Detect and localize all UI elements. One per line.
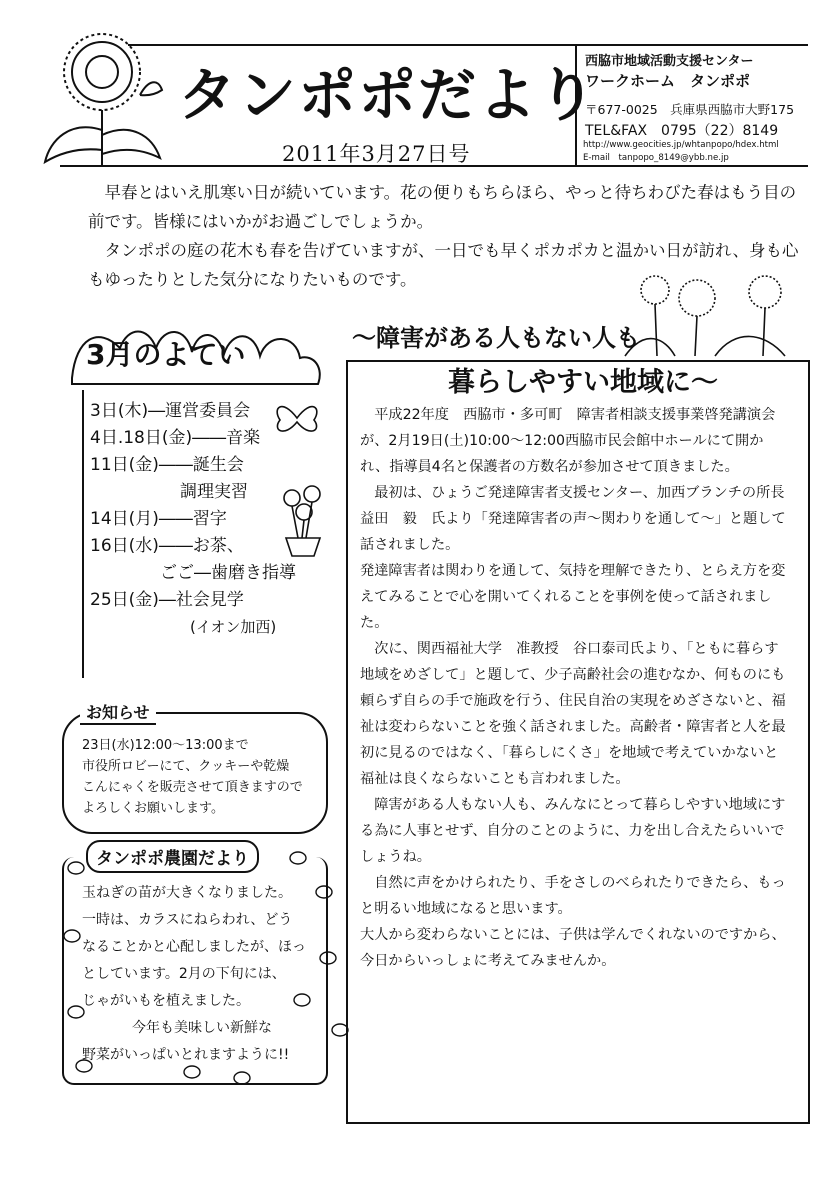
farm-line: 今年も美味しい新鮮な bbox=[132, 1020, 272, 1036]
schedule-item: (イオン加西) bbox=[190, 618, 277, 636]
notice-line: 23日(水)12:00〜13:00まで bbox=[82, 738, 249, 753]
phone-fax: TEL&FAX 0795（22）8149 bbox=[585, 123, 779, 139]
article-paragraph: 大人から変わらないことには、子供は学んでくれないのですから、今日からいっしょに考えてみませんか。 bbox=[360, 927, 786, 969]
notice-line: 市役所ロビーにて、クッキーや乾燥 bbox=[82, 759, 290, 774]
newsletter-title: タンポポだより bbox=[178, 61, 599, 129]
schedule-item: 11日(金)――誕生会 bbox=[90, 455, 244, 475]
organization-label: 西脇市地域活動支援センター bbox=[585, 54, 754, 69]
schedule-item: 調理実習 bbox=[180, 482, 248, 502]
article-body bbox=[360, 402, 799, 974]
issue-date: 2011年3月27日号 bbox=[282, 142, 471, 166]
schedule-item: 16日(水)――お茶、 bbox=[90, 536, 244, 556]
schedule-item: 25日(金)―社会見学 bbox=[90, 590, 244, 610]
article-paragraph: 最初は、ひょうご発達障害者支援センター、加西ブランチの所長 益田 毅 氏より「発達障害者の声〜関わりを通して〜」と題して話されました。 bbox=[360, 485, 799, 553]
intro-paragraph: タンポポの庭の花木も春を告げていますが、一日でも早くポカポカと温かい日が訪れ、身も心もゆったりとした気分になりたいものです。 bbox=[88, 241, 799, 289]
schedule-title: 3月のよてい bbox=[86, 338, 246, 371]
article-paragraph: 発達障害者は関わりを通して、気持を理解できたり、とらえ方を変えてみることで心を開いてくれることを事例を使って話されました。 bbox=[360, 563, 786, 631]
farm-line: 野菜がいっぱいとれますように!! bbox=[82, 1047, 290, 1063]
notice-line: よろしくお願いします。 bbox=[82, 801, 224, 816]
schedule-item: ごご―歯磨き指導 bbox=[160, 563, 296, 583]
organization-name: ワークホーム タンポポ bbox=[585, 72, 751, 90]
farm-line: 玉ねぎの苗が大きくなりました。 bbox=[82, 885, 292, 901]
dandelion-field-illustration bbox=[615, 268, 805, 358]
flower-pot-illustration bbox=[272, 478, 334, 558]
farm-line: としています。2月の下旬には、 bbox=[82, 966, 286, 982]
butterfly-illustration bbox=[272, 398, 322, 438]
email-address[interactable]: E-mail tanpopo_8149@ybb.ne.jp bbox=[583, 153, 729, 163]
article-paragraph: 平成22年度 西脇市・多可町 障害者相談支援事業啓発講演会が、2月19日(土)10:00〜12:00西脇市民会館中ホールにて開かれ、指導員4名と保護者の方数名が参加させて頂きました。 bbox=[360, 407, 776, 475]
intro-paragraph: 早春とはいえ肌寒い日が続いています。花の便りもちらほら、やっと待ちわびた春はもう目の前です。皆様にはいかがお過ごしでしょうか。 bbox=[88, 183, 797, 231]
notice-line: こんにゃくを販売させて頂きますので bbox=[82, 780, 303, 795]
schedule-item: 3日(木)―運営委員会 bbox=[90, 401, 251, 421]
notice-body bbox=[82, 735, 317, 819]
schedule-item: 4日.18日(金)――音楽 bbox=[90, 428, 261, 448]
address: 〒677-0025 兵庫県西脇市大野175 bbox=[585, 102, 795, 117]
article-paragraph: 次に、関西福祉大学 准教授 谷口泰司氏より、「ともに暮らす地域をめざして」と題して、少子高齢社会の進むなか、何ものにも頼らず自らの手で施政を行う、住民自治の実現をめざさないと、福祉は変わらないことを強く話されました。高齢者・障害者と人を最初に見るのではなく、「暮らしにくさ」を地域で考えていかないと福祉は良くならないことも言われました。 bbox=[360, 641, 786, 787]
article-headline: 〜障害がある人もない人も bbox=[352, 324, 640, 352]
ladybug-decorations bbox=[62, 840, 342, 1090]
farm-line: 一時は、カラスにねらわれ、どう bbox=[82, 912, 293, 928]
article-paragraph: 障害がある人もない人も、みんなにとって暮らしやすい地域にする為に人事とせず、自分のことのように、力を出し合えたらいいでしょうね。 bbox=[360, 797, 786, 865]
farm-line: じゃがいもを植えました。 bbox=[82, 993, 250, 1009]
notice-title: お知らせ bbox=[80, 700, 156, 725]
schedule-item: 14日(月)――習字 bbox=[90, 509, 227, 529]
dandelion-illustration bbox=[30, 30, 170, 170]
farm-title: タンポポ農園だより bbox=[86, 840, 259, 873]
website-url[interactable]: http://www.geocities.jp/whtanpopo/hdex.html bbox=[583, 140, 779, 150]
farm-line: なることかと心配しましたが、ほっ bbox=[82, 939, 306, 955]
article-subheadline: 暮らしやすい地域に〜 bbox=[448, 367, 718, 398]
article-paragraph: 自然に声をかけられたり、手をさしのべられたりできたら、もっと明るい地域になると思います。 bbox=[360, 875, 786, 917]
